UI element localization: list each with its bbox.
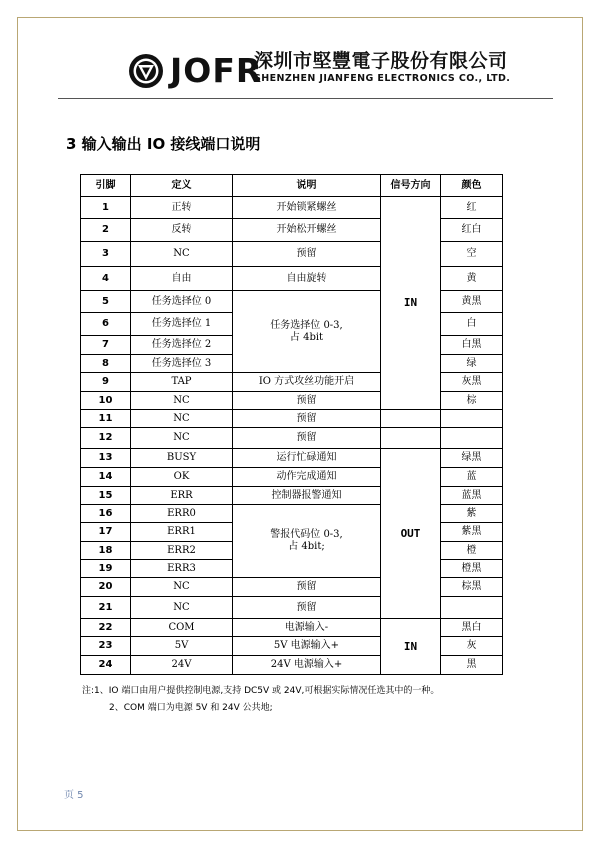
color-cell: 蓝黑 — [441, 487, 503, 505]
color-cell: 白 — [441, 313, 503, 336]
pin-cell: 8 — [81, 355, 131, 373]
direction-cell-empty — [381, 428, 441, 449]
definition-cell: NC — [131, 578, 233, 597]
definition-cell: BUSY — [131, 449, 233, 468]
color-cell: 灰 — [441, 637, 503, 656]
color-cell: 橙黑 — [441, 560, 503, 578]
header-color: 颜色 — [441, 175, 503, 197]
section-title: 3 输入输出 IO 接线端口说明 — [66, 135, 261, 153]
pin-cell: 20 — [81, 578, 131, 597]
color-cell: 白黑 — [441, 336, 503, 355]
pin-cell: 9 — [81, 373, 131, 392]
description-cell: 自由旋转 — [233, 267, 381, 291]
color-cell — [441, 597, 503, 619]
color-cell: 紫 — [441, 505, 503, 523]
pin-cell: 12 — [81, 428, 131, 449]
definition-cell: NC — [131, 242, 233, 267]
direction-cell-empty — [381, 410, 441, 428]
definition-cell: 24V — [131, 656, 233, 675]
pin-cell: 16 — [81, 505, 131, 523]
definition-cell: TAP — [131, 373, 233, 392]
pin-cell: 24 — [81, 656, 131, 675]
color-cell: 绿黑 — [441, 449, 503, 468]
definition-cell: NC — [131, 428, 233, 449]
table-row — [81, 619, 503, 637]
definition-cell: 5V — [131, 637, 233, 656]
color-cell: 棕黑 — [441, 578, 503, 597]
definition-cell: 自由 — [131, 267, 233, 291]
definition-cell: 任务选择位 1 — [131, 313, 233, 336]
color-cell: 红 — [441, 197, 503, 219]
description-cell: 预留 — [233, 597, 381, 619]
direction-cell-in: IN — [381, 197, 441, 410]
definition-cell: NC — [131, 392, 233, 410]
table-row — [81, 428, 503, 449]
pin-cell: 13 — [81, 449, 131, 468]
definition-cell: NC — [131, 410, 233, 428]
pin-cell: 2 — [81, 219, 131, 242]
definition-cell: ERR2 — [131, 542, 233, 560]
color-cell: 棕 — [441, 392, 503, 410]
description-cell: 预留 — [233, 242, 381, 267]
pin-cell: 5 — [81, 291, 131, 313]
pin-cell: 1 — [81, 197, 131, 219]
header-pin: 引脚 — [81, 175, 131, 197]
color-cell: 黑 — [441, 656, 503, 675]
color-cell: 橙 — [441, 542, 503, 560]
pin-cell: 7 — [81, 336, 131, 355]
definition-cell: ERR0 — [131, 505, 233, 523]
definition-cell: NC — [131, 597, 233, 619]
definition-cell: COM — [131, 619, 233, 637]
description-cell: 预留 — [233, 410, 381, 428]
note-line-2: 2、COM 端口为电源 5V 和 24V 公共地; — [109, 703, 273, 713]
definition-cell: 任务选择位 0 — [131, 291, 233, 313]
definition-cell: ERR1 — [131, 523, 233, 542]
description-cell: 5V 电源输入+ — [233, 637, 381, 656]
description-cell: 预留 — [233, 428, 381, 449]
color-cell: 红白 — [441, 219, 503, 242]
definition-cell: ERR — [131, 487, 233, 505]
color-cell: 黄黑 — [441, 291, 503, 313]
description-cell: 运行忙碌通知 — [233, 449, 381, 468]
company-name-cn: 深圳市堅豐電子股份有限公司 — [254, 50, 508, 72]
pin-cell: 11 — [81, 410, 131, 428]
pin-cell: 18 — [81, 542, 131, 560]
color-cell: 灰黑 — [441, 373, 503, 392]
color-cell: 蓝 — [441, 468, 503, 487]
pin-cell: 4 — [81, 267, 131, 291]
description-cell: 开始锁紧螺丝 — [233, 197, 381, 219]
pin-cell: 19 — [81, 560, 131, 578]
color-cell: 紫黑 — [441, 523, 503, 542]
color-cell: 黑白 — [441, 619, 503, 637]
color-cell — [441, 428, 503, 449]
direction-cell-out: OUT — [381, 449, 441, 619]
definition-cell: 反转 — [131, 219, 233, 242]
description-cell: IO 方式攻丝功能开启 — [233, 373, 381, 392]
table-row — [81, 449, 503, 468]
description-cell-alarm-code — [233, 505, 381, 578]
task-select-desc-line1: 任务选择位 0-3, — [270, 319, 343, 331]
description-cell: 开始松开螺丝 — [233, 219, 381, 242]
pin-cell: 6 — [81, 313, 131, 336]
description-cell: 24V 电源输入+ — [233, 656, 381, 675]
table-row — [81, 197, 503, 219]
io-port-table — [80, 174, 503, 675]
description-cell: 预留 — [233, 392, 381, 410]
pin-cell: 14 — [81, 468, 131, 487]
description-cell-task-select — [233, 291, 381, 373]
header-direction: 信号方向 — [381, 175, 441, 197]
pin-cell: 21 — [81, 597, 131, 619]
header-description: 说明 — [233, 175, 381, 197]
definition-cell: 任务选择位 2 — [131, 336, 233, 355]
pin-cell: 23 — [81, 637, 131, 656]
color-cell: 绿 — [441, 355, 503, 373]
color-cell: 黄 — [441, 267, 503, 291]
definition-cell: ERR3 — [131, 560, 233, 578]
description-cell: 控制器报警通知 — [233, 487, 381, 505]
company-name-en: SHENZHEN JIANFENG ELECTRONICS CO., LTD. — [254, 73, 511, 84]
definition-cell: OK — [131, 468, 233, 487]
direction-cell-in-power: IN — [381, 619, 441, 675]
note-line-1: 注:1、IO 端口由用户提供控制电源,支持 DC5V 或 24V,可根据实际情况任选其中的一种。 — [82, 686, 440, 696]
page-number: 页 5 — [64, 790, 84, 801]
table-row — [81, 410, 503, 428]
notes — [82, 683, 439, 717]
company-logo-icon — [128, 53, 164, 89]
brand-name: JOFR — [170, 51, 263, 90]
pin-cell: 22 — [81, 619, 131, 637]
pin-cell: 17 — [81, 523, 131, 542]
color-cell — [441, 410, 503, 428]
task-select-desc-line2: 占 4bit — [289, 331, 324, 343]
definition-cell: 正转 — [131, 197, 233, 219]
alarm-code-desc-line1: 警报代码位 0-3, — [270, 529, 343, 540]
color-cell: 空 — [441, 242, 503, 267]
alarm-code-desc-line2: 占 4bit; — [288, 541, 325, 552]
definition-cell: 任务选择位 3 — [131, 355, 233, 373]
description-cell: 电源输入- — [233, 619, 381, 637]
pin-cell: 3 — [81, 242, 131, 267]
pin-cell: 15 — [81, 487, 131, 505]
description-cell: 预留 — [233, 578, 381, 597]
description-cell: 动作完成通知 — [233, 468, 381, 487]
header-definition: 定义 — [131, 175, 233, 197]
header-divider — [58, 98, 553, 99]
table-header-row — [81, 175, 503, 197]
pin-cell: 10 — [81, 392, 131, 410]
